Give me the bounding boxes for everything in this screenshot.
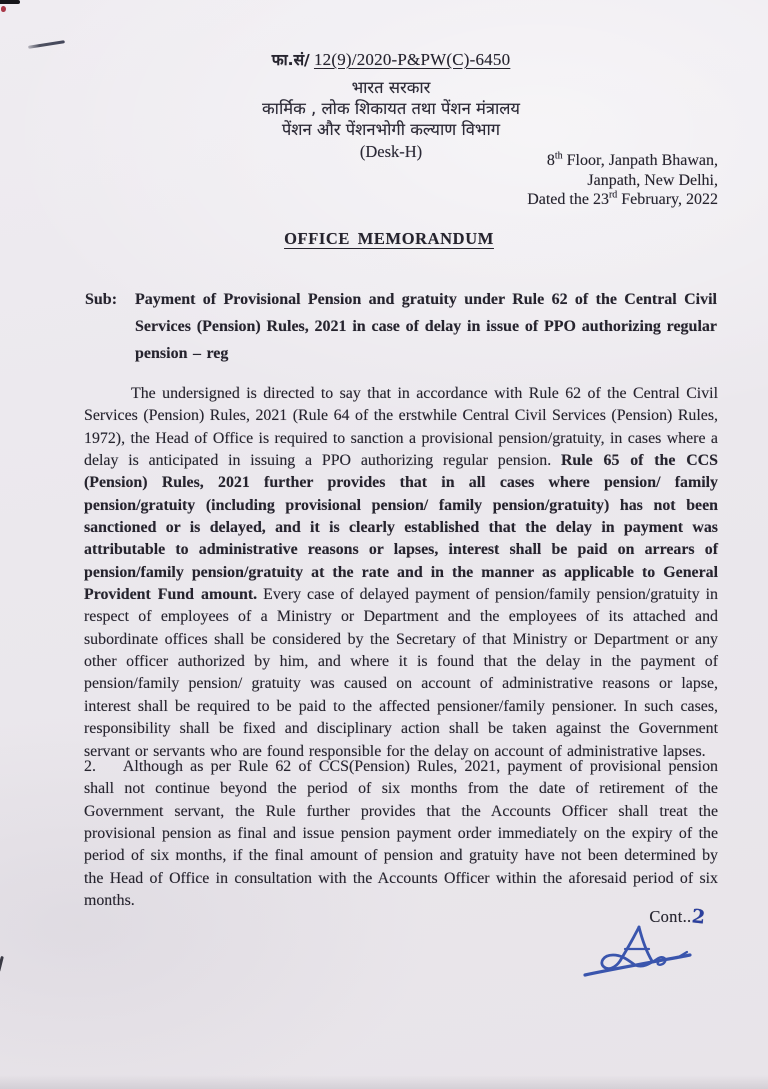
letterhead-ministry-line: कार्मिक , लोक शिकायत तथा पेंशन मंत्रालय [262, 99, 520, 118]
file-number-line [7, 48, 768, 70]
address-line-2: Janpath, New Delhi, [587, 171, 718, 189]
subject-text: Payment of Provisional Pension and gratuity under Rule 62 of the Central Civil Services (Pension) Rules, 2021 in case of delay in issue of PPO authorizing regular pension – reg [135, 291, 717, 362]
subject-block [85, 286, 717, 367]
paragraph-2-text: Although as per Rule 62 of CCS(Pension) Rules, 2021, payment of provisional pension shall not continue beyond the period of six months from the date of retirement of the Government servant, the Rule further provides that the Accounts Officer shall treat the provisional pension as final and issue pension payment order immediately on the expiry of the period of six months, if the final amount of pension and gratuity have not been determined by the Head of Office in consultation with the Accounts Officer within the aforesaid period of six months. [84, 758, 718, 910]
continuation-page-handwritten: 2 [691, 905, 708, 929]
paragraph-1-normal-run-2: Every case of delayed payment of pension/family pension/gratuity in respect of employees of a Ministry or Department and the employees of its attached and subordinate offices shall be considered by the Secretary of that Ministry or Department or any other officer authorized by him, and where it is found that the delay in the payment of pension/family pension/ gratuity was caused on account of administrative reasons or lapse, interest shall be required to be paid to the affected pensioner/family pensioner. In such cases, responsibility shall be fixed and disciplinary action shall be taken against the Government servant or servants who are found responsible for the delay on account of administrative lapses. [84, 586, 719, 760]
file-number-label: फा.सं/ [271, 51, 310, 69]
scan-bottom-shade [0, 1075, 768, 1089]
ordinal-superscript: th [554, 150, 563, 162]
paragraph-2-number: 2. [84, 758, 96, 775]
paragraph-1-normal-run-1: The undersigned is directed to say that in accordance with Rule 62 of the Central Civil Services (Pension) Rules, 2021 (Rule 64 of the erstwhile Central Civil Services (Pension) Rules, 1972), the Head of Office is required to sanction a provisional pension/gratuity, in cases where a delay is anticipated in issuing a PPO authorizing regular pension. [84, 385, 718, 470]
paragraph-1-bold-run: Rule 65 of the CCS (Pension) Rules, 2021 further provides that in all cases where pension/ family pension/gratuity (including provisional pension/ family pension/gratuity) has not been sanctioned or is delayed, and it is clearly established that the delay in payment was attributable to administrative reasons or lapses, interest shall be paid on arrears of pension/family pension/gratuity at the rate and in the manner as applicable to General Provident Fund amount. [84, 452, 718, 604]
red-speck [1, 6, 6, 12]
ordinal-superscript: rd [608, 189, 618, 201]
address-block [527, 151, 718, 210]
letterhead-block [7, 48, 768, 162]
letterhead-department-line: पेंशन और पेंशनभोगी कल्याण विभाग [281, 120, 501, 139]
letterhead-govt-line: भारत सरकार [351, 78, 431, 97]
memo-title: OFFICE MEMORANDUM [284, 229, 494, 248]
continuation-label: Cont.. [649, 907, 692, 926]
paragraph-2 [84, 756, 718, 912]
signature-ink [573, 919, 723, 981]
scan-edge-artifact [0, 0, 20, 4]
date-line: Dated the 23rd February, 2022 [527, 189, 718, 208]
desk-line: (Desk-H) [359, 142, 423, 161]
file-number-value: 12(9)/2020-P&PW(C)-6450 [313, 50, 511, 69]
subject-label: Sub: [85, 291, 118, 308]
address-line-1: 8th Floor, Janpath Bhawan, [546, 150, 718, 169]
scan-edge-artifact-left [0, 956, 4, 972]
paragraph-1 [84, 383, 718, 763]
